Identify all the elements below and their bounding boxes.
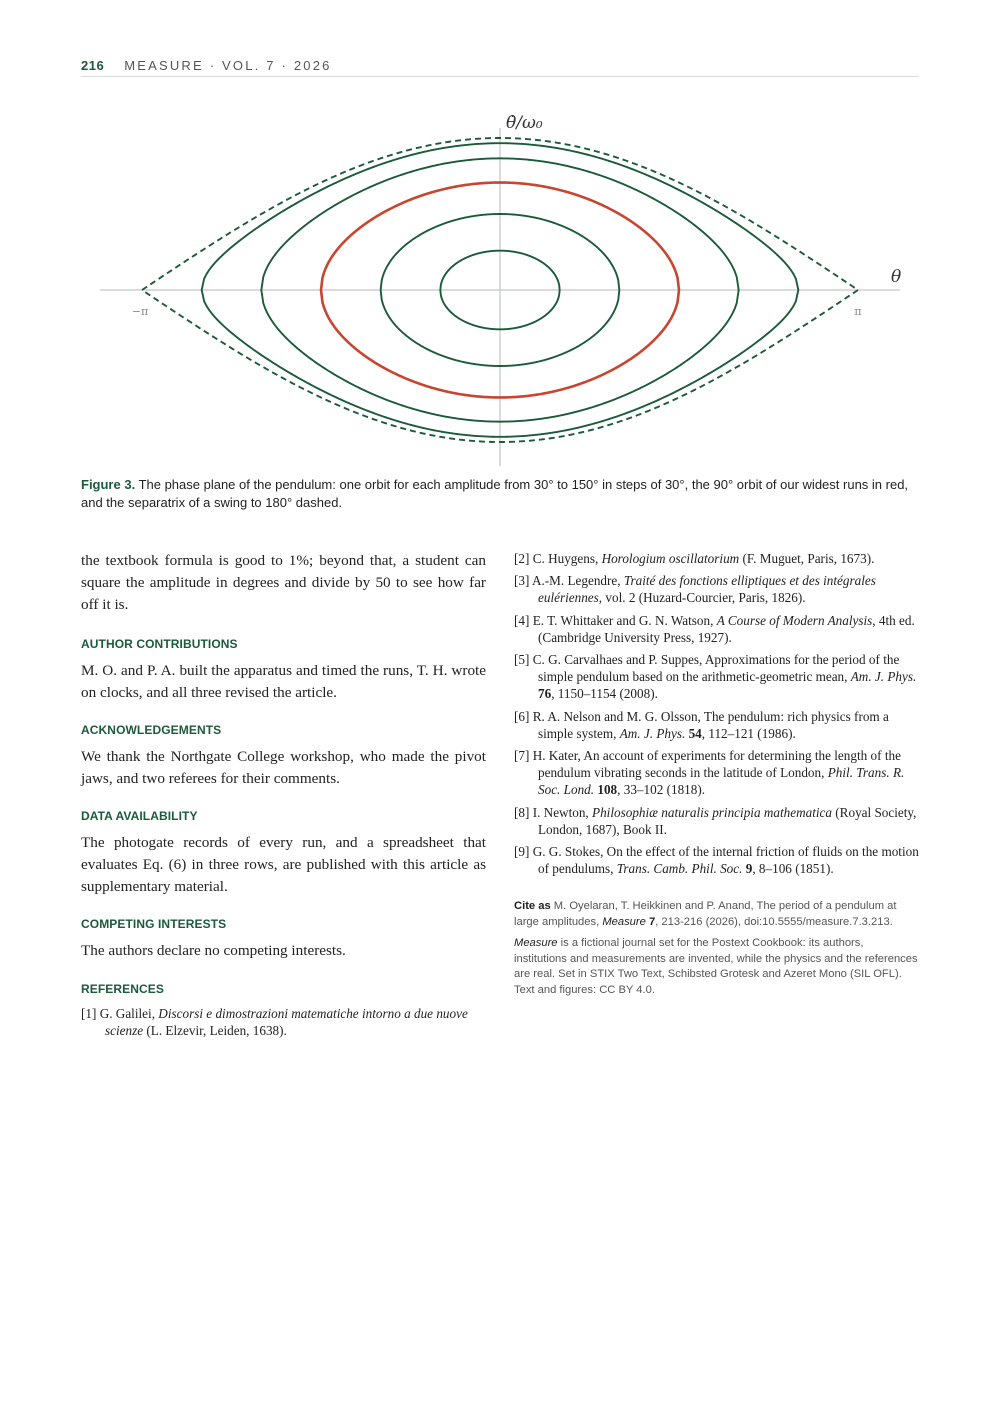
reference-3: [3] A.-M. Legendre, Traité des fonctions elliptiques et des intégrales eulériennes, vol. 2 (Huzard-Courcier, Paris, 1826). (514, 573, 876, 606)
cite-as-label: Cite as (514, 900, 551, 913)
x-axis-label: θ (891, 267, 902, 287)
data-availability-text: The photogate records of every run, and a spreadsheet that evaluates Eq. (6) in three rows, are published with this article as supplementary material. (81, 834, 486, 895)
page-number: 216 (81, 58, 105, 73)
reference-list (514, 550, 919, 877)
reference-8: [8] I. Newton, Philosophiæ naturalis principia mathematica (Royal Society, London, 1687), Book II. (514, 804, 917, 837)
right-column (514, 550, 919, 998)
phase-plane-chart (81, 100, 919, 472)
reference-2: [2] C. Huygens, Horologium oscillatorium (F. Muguet, Paris, 1673). (514, 551, 875, 566)
running-header (81, 58, 919, 77)
figure-label: Figure 3. (81, 477, 136, 492)
reference-5: [5] C. G. Carvalhaes and P. Suppes, Approximations for the period of the simple pendulum based on the arithmetic-geometric mean, Am. J. Phys. 76, 1150–1154 (2008). (514, 652, 917, 702)
left-column (81, 550, 486, 1044)
journal-line: MEASURE · VOL. 7 · 2026 (124, 58, 332, 73)
journal-note: Measure is a fictional journal set for the Postext Cookbook: its authors, institutions and measurements are invented, while the physics and the references are real. Set in STIX Two Text, Schibsted Grotesk and Azeret Mono (SIL OFL). Text and figures: CC BY 4.0. (514, 937, 918, 996)
x-tick-label-neg-pi: −π (131, 305, 149, 318)
acknowledgements-text: We thank the Northgate College workshop, who made the pivot jaws, and two referees for their comments. (81, 748, 486, 787)
competing-interests-heading: COMPETING INTERESTS (81, 917, 227, 931)
author-contributions-heading: AUTHOR CONTRIBUTIONS (81, 637, 238, 651)
acknowledgements-heading: ACKNOWLEDGEMENTS (81, 723, 222, 737)
phase-plane-figure (81, 100, 919, 472)
data-availability-heading: DATA AVAILABILITY (81, 809, 198, 823)
cite-as-block: Cite as M. Oyelaran, T. Heikkinen and P. Anand, The period of a pendulum at large amplitudes, Measure 7, 213-216 (2026), doi:10.5555/measure.7.3.213. (514, 900, 897, 928)
reference-7: [7] H. Kater, An account of experiments for determining the length of the pendulum vibrating seconds in the latitude of London, Phil. Trans. R. Soc. Lond. 108, 33–102 (1818). (514, 748, 905, 798)
caption-text: The phase plane of the pendulum: one orbit for each amplitude from 30° to 150° in steps of 30°, the 90° orbit of our widest runs in red, and the separatrix of a swing to 180° dashed. (81, 477, 909, 510)
reference-9: [9] G. G. Stokes, On the effect of the internal friction of fluids on the motion of pendulums, Trans. Camb. Phil. Soc. 9, 8–106 (1851). (514, 844, 919, 877)
continuation-paragraph: the textbook formula is good to 1%; beyond that, a student can square the amplitude in degrees and divide by 50 to see how far off it is. (81, 552, 486, 613)
x-tick-label-pi: π (854, 305, 862, 318)
reference-6: [6] R. A. Nelson and M. G. Olsson, The pendulum: rich physics from a simple system, Am. J. Phys. 54, 112–121 (1986). (514, 708, 889, 741)
reference-4: [4] E. T. Whittaker and G. N. Watson, A Course of Modern Analysis, 4th ed. (Cambridge University Press, 1927). (514, 612, 915, 645)
author-contributions-text: M. O. and P. A. built the apparatus and timed the runs, T. H. wrote on clocks, and all three revised the article. (81, 662, 486, 701)
references-heading: REFERENCES (81, 982, 165, 996)
figure-caption (81, 476, 919, 512)
reference-1: [1] G. Galilei, Discorsi e dimostrazioni matematiche intorno a due nuove scienze (L. Elzevir, Leiden, 1638). (81, 1006, 468, 1039)
y-axis-label: θ̇/ω₀ (506, 113, 543, 133)
competing-interests-text: The authors declare no competing interests. (81, 942, 346, 959)
